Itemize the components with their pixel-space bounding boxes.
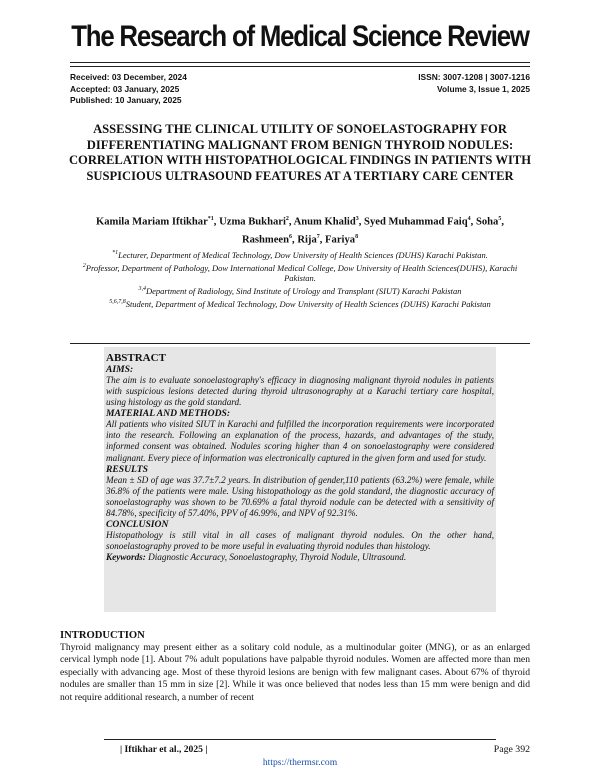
conclusion-heading: CONCLUSION	[106, 519, 169, 531]
abstract-box	[104, 347, 496, 612]
header-rule-top	[70, 62, 530, 63]
aims-text: The aim is to evaluate sonoelastography's efficacy in diagnosing malignant thyroid nodules in patients with suspicious lesions detected during thyroid ultrasonography at a Karachi tertiary care hospital, using histology as the gold standard.	[106, 375, 494, 408]
methods-heading: MATERIAL AND METHODS:	[106, 408, 231, 420]
affiliation-sup: 5,6,7,8	[109, 299, 126, 306]
author-list: Kamila Mariam Iftikhar$^{*1}$, Uzma Bukhari$^2$, Anum Khalid$^3$, Syed Muhammad Faiq$^4$, Soha$^5$, Rashmeen$^6$, Rija$^7$, Fariya$^8$	[95, 216, 504, 246]
author-name: Uzma Bukhari	[219, 216, 286, 228]
affiliation-text: Professor, Department of Pathology, Dow International Medical College, Dow University of Health Sciences(DUHS), Karachi Pakistan.	[85, 262, 518, 284]
affiliation-text: Lecturer, Department of Medical Technology, Dow University of Health Sciences (DUHS) Karachi Pakistan.	[118, 249, 488, 260]
affiliation-text: Department of Radiology, Sind Institute of Urology and Transplant (SIUT) Karachi Pakistan	[145, 286, 462, 297]
keywords-text: Diagnostic Accuracy, Sonoelastography, Thyroid Nodule, Ultrasound.	[145, 552, 407, 563]
conclusion-text: Histopathology is still vital in all cases of malignant thyroid nodules. On the other hand, sonoelastography proved to be more useful in evaluating thyroid nodules than histology.	[106, 530, 494, 552]
accepted-date: Accepted: 03 January, 2025	[70, 83, 180, 94]
received-date: Received: 03 December, 2024	[70, 72, 187, 82]
published-date: Published: 10 January, 2025	[70, 95, 182, 105]
author-sup: 2	[285, 216, 289, 222]
methods-text: All patients who visited SIUT in Karachi and fulfilled the incorporation requirements were incorporated into the research. Following an explanation of the process, hazards, and advantages of the study, informed consent was obtained. Nodules scoring higher than 4 on sonoelastography were considered malignant. Every piece of information was electronically captured in the given form and used for study.	[106, 419, 494, 463]
affiliation-item	[70, 248, 530, 261]
author-sup: 3	[355, 216, 359, 222]
author-name: Syed Muhammad Faiq	[364, 216, 468, 228]
page-number: Page 392	[493, 744, 530, 755]
author-name: Soha	[475, 216, 499, 228]
author-name: Fariya	[325, 234, 356, 246]
affiliation-sup: 3,4	[138, 286, 146, 293]
abstract-rule	[70, 343, 530, 344]
header-rule-bottom	[70, 66, 530, 67]
author-sup: 4	[467, 216, 471, 222]
author-name: Anum Khalid	[293, 216, 356, 228]
issn: ISSN: 3007-1208 | 3007-1216	[418, 72, 530, 82]
footer-citation: | Iftikhar et al., 2025 |	[120, 744, 208, 755]
affiliation-item	[70, 297, 530, 310]
author-name: Rija	[297, 234, 317, 246]
affiliation-sup: 2	[82, 262, 86, 269]
journal-title: The Research of Medical Science Review	[71, 20, 529, 53]
dates-block	[70, 72, 187, 107]
keywords-line	[106, 552, 494, 563]
volume-issue: Volume 3, Issue 1, 2025	[437, 83, 530, 94]
affiliation-text: Student, Department of Medical Technology, Dow University of Health Sciences (DUHS) Karachi Pakistan	[125, 298, 491, 309]
aims-heading: AIMS:	[106, 364, 134, 375]
author-sup: 5	[498, 216, 502, 222]
author-name: Kamila Mariam Iftikhar	[95, 216, 208, 228]
keywords-label: Keywords:	[106, 552, 146, 563]
results-heading: RESULTS	[106, 463, 148, 475]
affiliations	[70, 248, 530, 310]
footer-rule	[104, 739, 496, 740]
abstract-heading: ABSTRACT	[106, 352, 166, 364]
affiliation-item	[70, 284, 530, 297]
article-title: ASSESSING THE CLINICAL UTILITY OF SONOELASTOGRAPHY FOR DIFFERENTIATING MALIGNANT FROM BENIGN THYROID NODULES: CORRELATION WITH HISTOPATHOLOGICAL FINDINGS IN PATIENTS WITH SUSPICIOUS ULTRASOUND FEATURES AT A TERTIARY CARE CENTER	[68, 122, 532, 183]
affiliation-item	[70, 261, 530, 285]
introduction-text: Thyroid malignancy may present either as a solitary cold nodule, as a multinodular goiter (MNG), or as an enlarged cervical lymph node [1]. About 7% adult populations have palpable thyroid nodules. Women are affected more than men especially with advancing age. Most of these thyroid lesions are benign with few malignant cases. About 67% of thyroid nodules are smaller than 15 mm in size [2]. While it was once believed that nodes less than 15 mm were benign and did not require additional research, a number of recent	[60, 642, 530, 703]
author-sup: *1	[207, 216, 214, 222]
journal-url-link[interactable]: https://thermsr.com	[262, 757, 338, 768]
affiliation-sup: *1	[112, 250, 119, 256]
issn-block	[418, 72, 530, 95]
author-name: Rashmeen	[241, 234, 290, 246]
author-sup: 8	[355, 234, 359, 241]
author-sup: 6	[289, 234, 293, 241]
introduction-heading: INTRODUCTION	[60, 630, 145, 641]
author-sup: 7	[316, 234, 320, 241]
results-text: Mean ± SD of age was 37.7±7.2 years. In distribution of gender,110 patients (63.2%) were female, while 36.8% of the patients were male. Using histopathology as the gold standard, the diagnostic accuracy of sonoelastography was shown to be 70.69% a fatal thyroid nodule can be detected with a sensitivity of 84.78%, specificity of 57.40%, PPV of 46.99%, and NPV of 92.31%.	[106, 474, 494, 518]
